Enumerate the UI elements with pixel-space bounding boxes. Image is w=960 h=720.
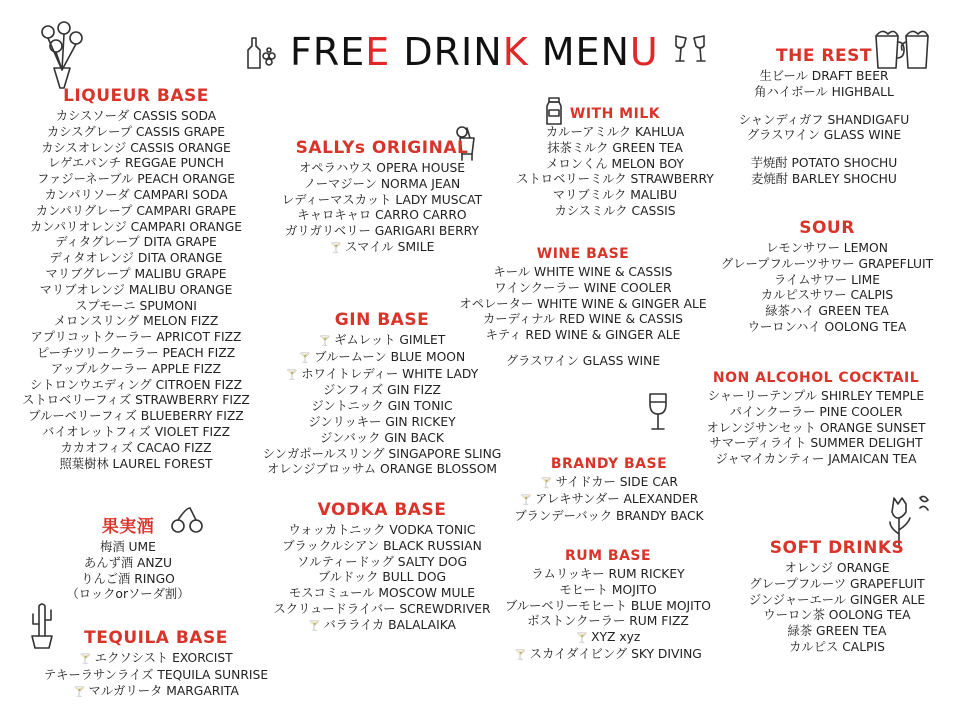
section-heading: GIN BASE: [334, 310, 430, 330]
section-vodka-base: [250, 500, 514, 635]
menu-item: ディタグレープ DITA GRAPE: [55, 235, 217, 250]
menu-item: カンパリグレープ CAMPARI GRAPE: [35, 203, 237, 218]
menu-item: スプモーニ SPUMONI: [75, 298, 197, 313]
section-sour: [704, 218, 950, 336]
menu-item: ピーチツリークーラー PEACH FIZZ: [36, 345, 236, 360]
title-part-red: K: [502, 30, 529, 74]
menu-item: カルーアミルク KAHLUA: [545, 125, 685, 139]
cocktail-glass-icon: 🍸: [575, 633, 589, 645]
cocktail-glass-icon: 🍸: [318, 336, 332, 347]
flower-bouquet-icon: [34, 18, 90, 94]
title-part: MEN: [528, 30, 630, 74]
section-wine-base: [442, 246, 724, 370]
cocktail-glass-icon: 🍸: [514, 649, 527, 661]
menu-item: 梅酒 UME: [100, 540, 156, 554]
cocktail-glass-icon: 🍸: [540, 478, 553, 489]
menu-item: ブルドック BULL DOG: [317, 570, 447, 585]
page-title: [290, 30, 659, 74]
section-rum-base: [494, 548, 722, 664]
section-sallys-original: [262, 138, 502, 257]
cocktail-glass-icon: 🍸: [298, 352, 312, 364]
menu-item: スクリュードライバー SCREWDRIVER: [273, 601, 491, 616]
menu-item: キティ RED WINE & GINGER ALE: [485, 328, 681, 343]
menu-item-label: エクソシスト EXORCIST: [94, 651, 233, 665]
menu-item-label: スカイダイビング SKY DIVING: [529, 646, 702, 661]
menu-item: モヒート MOJITO: [559, 582, 657, 597]
menu-item: グラスワイン GLASS WINE: [746, 128, 902, 143]
menu-item: レモンサワー LEMON: [766, 241, 888, 255]
cocktail-glass-icon: 🍸: [285, 369, 299, 381]
menu-item: ワインクーラー WINE COOLER: [494, 280, 672, 295]
menu-item: [500, 492, 718, 509]
menu-item: ジンバック GIN BACK: [320, 430, 444, 445]
menu-item: テキーラサンライズ TEQUILA SUNRISE: [43, 667, 269, 682]
menu-item: ブラックルシアン BLACK RUSSIAN: [282, 538, 482, 553]
menu-item: [494, 647, 722, 664]
section-heading: NON ALCOHOL COCKTAIL: [712, 370, 920, 386]
menu-item: オペラハウス OPERA HOUSE: [298, 161, 466, 175]
menu-item: マリブミルク MALIBU: [552, 188, 678, 203]
menu-item: カルピス CALPIS: [789, 639, 885, 654]
section-heading: BRANDY BASE: [550, 456, 668, 472]
menu-item: カシスグレープ CASSIS GRAPE: [46, 124, 226, 139]
menu-item: 照葉樹林 LAUREL FOREST: [59, 456, 213, 471]
section-non-alcohol-cocktail: [690, 370, 942, 468]
section-heading: VODKA BASE: [317, 500, 447, 520]
menu-item: シトロンウエディング CITROEN FIZZ: [29, 377, 243, 392]
menu-item: シャーリーテンプル SHIRLEY TEMPLE: [707, 389, 925, 403]
section-fruit-liquor: [58, 512, 198, 603]
cocktail-glass-icon: 🍸: [329, 242, 343, 254]
menu-item: ノーマジーン NORMA JEAN: [303, 176, 461, 191]
menu-item: パインクーラー PINE COOLER: [729, 404, 903, 419]
menu-item: 生ビール DRAFT BEER: [759, 69, 889, 83]
menu-item: ブランデーバック BRANDY BACK: [514, 508, 704, 523]
menu-item: ファジーネーブル PEACH ORANGE: [36, 172, 236, 187]
menu-item: オペレーター WHITE WINE & GINGER ALE: [459, 296, 707, 311]
menu-item: [500, 475, 718, 492]
menu-item: ジンリッキー GIN RICKEY: [308, 414, 456, 429]
menu-item: レディーマスカット LADY MUSCAT: [281, 192, 483, 207]
cocktail-glass-icon: 🍸: [79, 654, 92, 665]
menu-item: ブルーベリーモヒート BLUE MOJITO: [505, 598, 711, 613]
menu-item: ブルーベリーフィズ BLUEBERRY FIZZ: [28, 409, 244, 424]
menu-item: カルピスサワー CALPIS: [760, 288, 894, 303]
menu-item: ストロベリーミルク STRAWBERRY: [516, 172, 714, 187]
cocktail-glass-icon: 🍸: [519, 494, 533, 506]
menu-item: カシスソーダ CASSIS SODA: [55, 109, 217, 123]
section-heading: SOFT DRINKS: [769, 538, 905, 558]
title-part-red: U: [629, 30, 659, 74]
title-part: DRIN: [390, 30, 503, 74]
menu-item: カシスオレンジ CASSIS ORANGE: [41, 140, 231, 155]
menu-item-label: ブルームーン BLUE MOON: [314, 349, 466, 364]
section-heading: THE REST: [776, 46, 872, 66]
menu-item: [494, 630, 722, 647]
cocktail-glass-icon: 🍸: [308, 620, 321, 632]
title-part: FRE: [290, 30, 366, 74]
section-heading: RUM BASE: [564, 548, 652, 564]
menu-item: キャロキャロ CARRO CARRO: [297, 208, 467, 223]
menu-item: サマーディライト SUMMER DELIGHT: [709, 436, 923, 451]
menu-item: グラスワイン GLASS WINE: [505, 353, 661, 368]
menu-item: グレープフルーツサワー GRAPEFLUIT: [720, 256, 934, 271]
menu-item: オレンジ ORANGE: [784, 561, 890, 575]
menu-item: カンパリソーダ CAMPARI SODA: [44, 187, 228, 202]
menu-item: カンパリオレンジ CAMPARI ORANGE: [29, 219, 243, 234]
menu-item: ジンジャーエール GINGER ALE: [748, 592, 926, 607]
menu-item: シャンディガフ SHANDIGAFU: [738, 112, 910, 127]
section-heading: WINE BASE: [536, 246, 630, 262]
menu-item-label: スマイル SMILE: [345, 239, 435, 254]
menu-item: カーディナル RED WINE & CASSIS: [483, 312, 683, 327]
menu-item: ジンフィズ GIN FIZZ: [323, 383, 441, 398]
section-with-milk: [500, 106, 730, 220]
menu-item-label: バラライカ BALALAIKA: [323, 617, 456, 632]
menu-item: メロンくん MELON BOY: [546, 156, 684, 171]
menu-item: キール WHITE WINE & CASSIS: [493, 265, 673, 279]
menu-item: カシスミルク CASSIS: [554, 203, 676, 218]
section-the-rest: [724, 46, 924, 188]
section-liqueur-base: [20, 86, 252, 472]
title-part-red: E: [365, 30, 391, 74]
menu-item: バイオレットフィズ VIOLET FIZZ: [41, 424, 231, 439]
menu-item: ソルティードッグ SALTY DOG: [296, 554, 468, 569]
cocktail-glass-icon: 🍸: [73, 686, 86, 698]
menu-item-label: アレキサンダー ALEXANDER: [535, 491, 699, 506]
menu-item: [250, 618, 514, 635]
menu-item: 緑茶ハイ GREEN TEA: [765, 304, 889, 319]
menu-item: グレープフルーツ GRAPEFLUIT: [749, 576, 925, 591]
menu-item: りんご酒 RINGO: [81, 571, 175, 586]
menu-item: ストロベリーフィズ STRAWBERRY FIZZ: [22, 393, 250, 408]
menu-item: オレンジサンセット ORANGE SUNSET: [706, 420, 926, 435]
menu-item: [26, 651, 286, 668]
wine-glass-icon: [646, 392, 670, 436]
toast-glasses-icon: [672, 32, 708, 70]
menu-item: メロンスリング MELON FIZZ: [53, 314, 219, 329]
section-brandy-base: [500, 456, 718, 524]
menu-item: アップルクーラー APPLE FIZZ: [50, 361, 221, 376]
section-heading: WITH MILK: [569, 106, 661, 122]
menu-item: ライムサワー LIME: [774, 272, 880, 287]
menu-item-label: マルガリータ MARGARITA: [88, 683, 239, 698]
menu-item: アプリコットクーラー APRICOT FIZZ: [30, 330, 242, 345]
menu-item: （ロックorソーダ割）: [66, 587, 190, 602]
menu-item: ガリガリベリー GARIGARI BERRY: [285, 224, 479, 239]
menu-item: マリブオレンジ MALIBU ORANGE: [39, 282, 233, 297]
menu-item-label: XYZ xyz: [591, 630, 641, 645]
menu-item: 緑茶 GREEN TEA: [787, 624, 887, 639]
section-tequila-base: [26, 628, 286, 700]
menu-item: ウーロンハイ OOLONG TEA: [747, 319, 907, 334]
menu-item: 芋焼酎 POTATO SHOCHU: [750, 156, 898, 171]
menu-item: 抹茶ミルク GREEN TEA: [547, 140, 683, 155]
menu-item: シンガポールスリング SINGAPORE SLING: [262, 446, 502, 461]
section-heading: TEQUILA BASE: [84, 628, 228, 648]
menu-item: カカオフィズ CACAO FIZZ: [60, 440, 212, 455]
menu-item: あんず酒 ANZU: [83, 555, 173, 570]
menu-item-label: ギムレット GIMLET: [334, 333, 446, 347]
menu-item: ジャマイカンティー JAMAICAN TEA: [715, 452, 917, 467]
section-heading: SALLYs ORIGINAL: [295, 138, 469, 158]
menu-item: ウォッカトニック VODKA TONIC: [288, 523, 476, 537]
section-heading: LIQUEUR BASE: [63, 86, 209, 106]
section-heading: 果実酒: [101, 517, 155, 537]
menu-item: ディタオレンジ DITA ORANGE: [49, 251, 223, 266]
menu-item: ウーロン茶 OOLONG TEA: [763, 608, 911, 623]
menu-item: ボストンクーラー RUM FIZZ: [527, 614, 689, 629]
section-soft-drinks: [724, 538, 950, 656]
menu-item: [26, 684, 286, 701]
menu-item: オレンジブロッサム ORANGE BLOSSOM: [266, 462, 498, 477]
menu-item-label: サイドカー SIDE CAR: [555, 475, 678, 489]
menu-item-label: ホワイトレディー WHITE LADY: [301, 366, 479, 381]
menu-item: マリブグレープ MALIBU GRAPE: [45, 266, 227, 281]
bottle-grapes-icon: [244, 36, 278, 74]
menu-item: ジントニック GIN TONIC: [311, 399, 453, 414]
section-heading: SOUR: [799, 218, 855, 238]
menu-item: 麦焼酎 BARLEY SHOCHU: [751, 171, 897, 186]
menu-item: モスコミュール MOSCOW MULE: [288, 586, 476, 601]
menu-item: レゲエパンチ REGGAE PUNCH: [48, 156, 224, 171]
menu-item: ラムリッキー RUM RICKEY: [531, 567, 685, 581]
menu-item: 角ハイボール HIGHBALL: [754, 84, 894, 99]
